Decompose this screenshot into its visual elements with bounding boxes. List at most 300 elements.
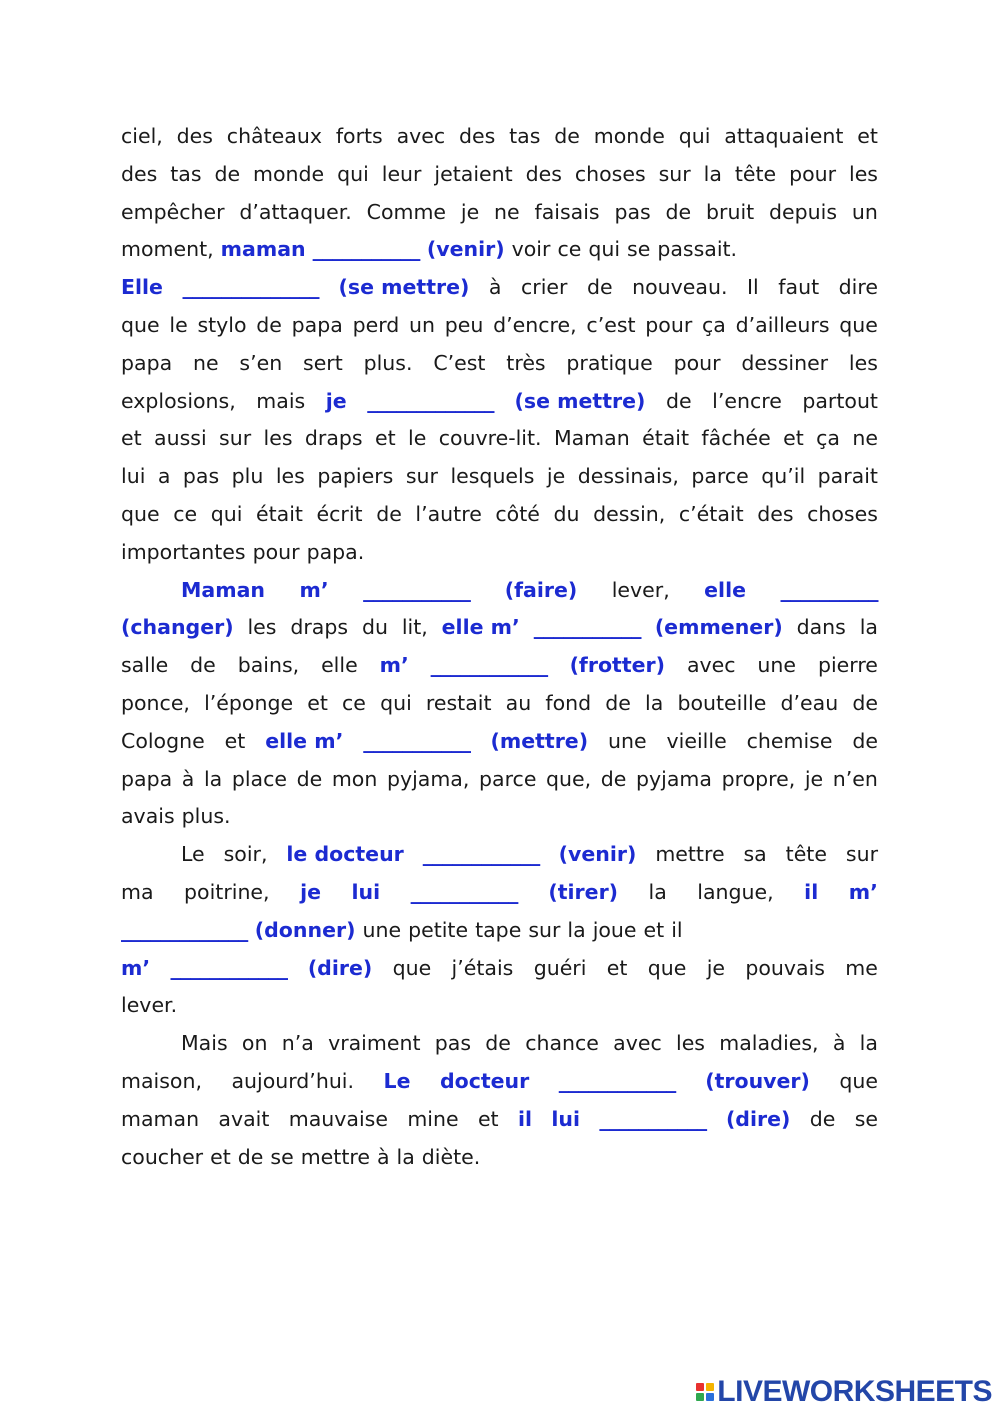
word: de <box>665 388 692 413</box>
text-line <box>121 798 878 836</box>
verb-prompt: (venir) <box>426 237 505 262</box>
word: de <box>600 766 627 791</box>
word: passait. <box>657 237 738 262</box>
word: ce <box>342 690 366 715</box>
verb-prompt: elle m’ <box>441 615 520 640</box>
text-line <box>121 194 878 232</box>
word: fond <box>545 690 592 715</box>
word: explosions, <box>121 388 236 413</box>
answer-blank[interactable]: _____________ <box>121 917 248 942</box>
word: et <box>224 728 246 753</box>
word: et <box>210 1144 231 1169</box>
word: lui <box>121 464 146 489</box>
verb-prompt: je <box>300 879 321 904</box>
word: monde <box>253 161 325 186</box>
word: on <box>241 1031 268 1056</box>
word: l’encre <box>712 388 782 413</box>
word: Cologne <box>121 728 205 753</box>
word: empêcher <box>121 199 225 224</box>
word: d’encre, <box>493 312 577 337</box>
word: choses <box>807 501 878 526</box>
verb-prompt: je <box>325 388 347 413</box>
word: sur <box>219 426 252 451</box>
word: les <box>849 161 878 186</box>
word: ciel, <box>121 124 163 148</box>
word: se <box>627 237 651 262</box>
word: au <box>505 690 532 715</box>
word: elle <box>321 653 358 678</box>
word: de <box>237 1144 264 1169</box>
brand-text: LIVEWORKSHEETS <box>717 1375 992 1408</box>
word: de <box>852 728 878 753</box>
word: pouvais <box>745 955 825 980</box>
verb-prompt: (changer) <box>121 615 234 640</box>
word: de <box>554 124 580 148</box>
word: était <box>256 501 303 526</box>
word: des <box>525 161 562 186</box>
word: de <box>296 766 323 791</box>
word: ce <box>173 501 198 526</box>
text-line <box>121 118 878 156</box>
text-line <box>121 874 878 912</box>
word: c’est <box>586 312 636 337</box>
word: qui <box>588 237 621 262</box>
word: lesquels <box>450 464 535 489</box>
word: pas <box>434 1031 472 1056</box>
word: diète. <box>421 1144 481 1169</box>
word: les <box>247 615 277 640</box>
text-line <box>121 761 878 799</box>
word: papa <box>121 766 173 791</box>
word: papa. <box>306 539 365 564</box>
word: partout <box>802 388 878 413</box>
answer-blank[interactable]: ____________ <box>430 653 548 678</box>
word: bains, <box>237 653 300 678</box>
word: qui <box>678 124 711 148</box>
word: et <box>121 426 142 451</box>
text-line <box>121 269 878 307</box>
word: guéri <box>533 955 587 980</box>
word: c’était <box>678 501 744 526</box>
word: lit, <box>401 615 428 640</box>
word: très <box>506 350 546 375</box>
text-line <box>121 345 878 383</box>
word: à <box>488 275 502 300</box>
word: côté <box>495 501 540 526</box>
logo-square-icon <box>696 1383 704 1391</box>
word: je <box>706 955 726 980</box>
word: et <box>783 426 804 451</box>
answer-blank[interactable]: ____________ <box>558 1068 676 1093</box>
word: faut <box>778 275 820 300</box>
word: tape <box>475 917 522 942</box>
word: peu <box>444 312 484 337</box>
verb-prompt: le docteur <box>286 842 404 867</box>
word: de <box>485 1031 511 1056</box>
word: et <box>857 124 878 148</box>
word: de <box>190 653 216 678</box>
word: s’en <box>239 350 283 375</box>
logo-square-icon <box>706 1383 714 1391</box>
word: tas <box>170 161 202 186</box>
answer-blank[interactable]: ____________ <box>422 842 540 867</box>
text-line <box>121 1063 878 1101</box>
word: sur <box>405 464 438 489</box>
word: pour <box>673 350 721 375</box>
text-line <box>121 647 878 685</box>
word: se <box>854 1106 878 1131</box>
verb-prompt: (faire) <box>504 577 578 602</box>
word: parce <box>691 464 749 489</box>
word: attaquaient <box>724 124 844 148</box>
word: sur <box>658 161 691 186</box>
word: écrit <box>316 501 363 526</box>
word: chance <box>525 1031 599 1056</box>
word: voir <box>511 237 551 262</box>
word: choses <box>574 161 646 186</box>
word: lever. <box>121 993 178 1018</box>
word: draps <box>304 426 363 451</box>
word: que <box>121 501 160 526</box>
word: langue, <box>697 879 774 904</box>
word: bruit <box>706 199 755 224</box>
verb-prompt: m’ <box>121 955 151 980</box>
word: soir, <box>223 842 268 867</box>
word: avais <box>121 804 175 829</box>
word: Mais <box>181 1031 228 1056</box>
text-line <box>121 685 878 723</box>
word: fâchée <box>701 426 771 451</box>
answer-blank[interactable]: ___________ <box>363 728 471 753</box>
text-line <box>121 420 878 458</box>
verb-prompt: Maman <box>181 577 266 602</box>
word: pas <box>614 199 651 224</box>
verb-prompt: il <box>517 1106 532 1131</box>
word: avec <box>396 124 446 148</box>
word: ne <box>852 426 878 451</box>
verb-prompt: elle m’ <box>265 728 344 753</box>
word: la <box>859 615 878 640</box>
text-line <box>121 496 878 534</box>
verb-prompt: (venir) <box>558 842 637 867</box>
word: j’étais <box>451 955 514 980</box>
word: des <box>176 124 213 148</box>
word: nouveau. <box>632 275 728 300</box>
word: place <box>231 766 287 791</box>
logo-square-icon <box>696 1393 704 1401</box>
word: une <box>608 728 647 753</box>
verb-prompt: Elle <box>121 275 163 300</box>
word: dessinais, <box>577 464 679 489</box>
word: la <box>567 917 586 942</box>
word: C’est <box>433 350 486 375</box>
word: l’éponge <box>204 690 294 715</box>
word: avec <box>613 1031 662 1056</box>
word: des <box>121 161 158 186</box>
word: maman <box>121 1106 200 1131</box>
verb-prompt: m’ <box>379 653 409 678</box>
word: papiers <box>317 464 394 489</box>
word: les <box>676 1031 705 1056</box>
word: de <box>852 690 878 715</box>
word: que <box>121 312 160 337</box>
verb-prompt: Le <box>383 1068 411 1093</box>
word: je <box>546 464 566 489</box>
word: et <box>307 690 328 715</box>
word: de <box>809 1106 836 1131</box>
text-line <box>121 912 878 950</box>
word: et <box>477 1106 499 1131</box>
word: de <box>605 690 631 715</box>
verb-prompt: maman <box>220 237 306 262</box>
text-line <box>121 1101 878 1139</box>
word: à <box>376 1144 390 1169</box>
text-line <box>121 307 878 345</box>
word: chemise <box>746 728 833 753</box>
word: d’attaquer. <box>239 199 352 224</box>
answer-blank[interactable]: ____________ <box>170 955 288 980</box>
word: tas <box>509 124 541 148</box>
word: ça <box>702 312 726 337</box>
verb-prompt: (mettre) <box>490 728 589 753</box>
word: n’a <box>281 1031 314 1056</box>
word: je <box>804 766 824 791</box>
verb-prompt: il <box>804 879 819 904</box>
word: et <box>374 426 396 451</box>
word: dessiner <box>741 350 829 375</box>
word: n’en <box>832 766 878 791</box>
word: de <box>376 501 402 526</box>
word: que, <box>546 766 592 791</box>
verb-prompt: (tirer) <box>548 879 619 904</box>
verb-prompt: (emmener) <box>654 615 783 640</box>
word: sert <box>303 350 343 375</box>
word: la <box>648 879 667 904</box>
logo-square-icon <box>706 1393 714 1401</box>
word: tête <box>785 842 827 867</box>
word: coucher <box>121 1144 204 1169</box>
answer-blank[interactable]: _____________ <box>367 388 494 413</box>
word: et <box>643 917 665 942</box>
word: châteaux <box>226 124 322 148</box>
verb-prompt: (trouver) <box>705 1068 810 1093</box>
verb-prompt: elle <box>704 577 747 602</box>
worksheet-text <box>121 118 878 1176</box>
text-line <box>121 156 878 194</box>
word: ça <box>816 426 840 451</box>
word: mine <box>407 1106 459 1131</box>
word: était <box>642 426 690 451</box>
word: Maman <box>553 426 630 451</box>
answer-blank[interactable]: __________ <box>780 577 878 602</box>
text-line <box>121 1139 878 1177</box>
word: un <box>851 199 878 224</box>
word: mais <box>256 388 306 413</box>
word: monde <box>593 124 665 148</box>
word: une <box>757 653 797 678</box>
word: pierre <box>817 653 878 678</box>
word: joue <box>592 917 637 942</box>
word: de <box>665 199 692 224</box>
word: vraiment <box>328 1031 421 1056</box>
word: vieille <box>666 728 727 753</box>
word: que <box>392 955 432 980</box>
text-line <box>121 836 878 874</box>
logo-squares-icon <box>696 1383 714 1401</box>
word: aussi <box>154 426 207 451</box>
word: restait <box>425 690 492 715</box>
verb-prompt: m’ <box>848 879 878 904</box>
word: faisais <box>534 199 600 224</box>
word: pour <box>789 161 837 186</box>
word: Comme <box>366 199 447 224</box>
word: parce <box>479 766 537 791</box>
word: perd <box>352 312 400 337</box>
word: aujourd’hui. <box>231 1068 355 1093</box>
answer-blank[interactable]: ___________ <box>599 1106 707 1131</box>
verb-prompt: lui <box>351 879 381 904</box>
text-line <box>121 231 878 269</box>
answer-blank[interactable]: ___________ <box>410 879 518 904</box>
word: ce <box>557 237 582 262</box>
word: d’ailleurs <box>735 312 830 337</box>
word: il <box>671 917 683 942</box>
text-line <box>121 458 878 496</box>
word: qui <box>337 161 369 186</box>
word: pour <box>252 539 300 564</box>
verb-prompt: (dire) <box>307 955 373 980</box>
verb-prompt: (dire) <box>725 1106 791 1131</box>
word: de <box>256 312 282 337</box>
text-line <box>121 950 878 988</box>
word: un <box>409 312 436 337</box>
verb-prompt: m’ <box>299 577 329 602</box>
word: qu’il <box>761 464 806 489</box>
word: l’autre <box>415 501 482 526</box>
word: que <box>839 312 878 337</box>
word: salle <box>121 653 169 678</box>
word: lever, <box>611 577 670 602</box>
word: importantes <box>121 539 246 564</box>
word: à <box>832 1031 846 1056</box>
word: parait <box>817 464 878 489</box>
word: plus. <box>181 804 231 829</box>
word: dire <box>838 275 878 300</box>
word: depuis <box>769 199 838 224</box>
word: tête <box>734 161 777 186</box>
verb-prompt: docteur <box>439 1068 530 1093</box>
word: le <box>408 426 427 451</box>
word: des <box>757 501 794 526</box>
text-line <box>121 1025 878 1063</box>
word: et <box>606 955 628 980</box>
word: les <box>263 426 293 451</box>
word: pyjama, <box>386 766 470 791</box>
word: sa <box>743 842 767 867</box>
word: leur <box>381 161 422 186</box>
word: de <box>214 161 241 186</box>
word: dans <box>796 615 846 640</box>
word: la <box>396 1144 415 1169</box>
word: papa <box>291 312 343 337</box>
word: les <box>275 464 305 489</box>
word: le <box>169 312 188 337</box>
word: moment, <box>121 237 214 262</box>
word: bouteille <box>677 690 767 715</box>
word: draps <box>290 615 349 640</box>
word: ponce, <box>121 690 190 715</box>
word: a <box>157 464 171 489</box>
word: poitrine, <box>184 879 270 904</box>
text-line <box>121 383 878 421</box>
answer-blank[interactable]: ___________ <box>363 577 471 602</box>
word: sur <box>845 842 878 867</box>
word: que <box>647 955 687 980</box>
text-line <box>121 572 878 610</box>
word: mauvaise <box>288 1106 388 1131</box>
verb-prompt: (donner) <box>254 917 356 942</box>
word: des <box>458 124 496 148</box>
liveworksheets-logo[interactable] <box>696 1377 992 1407</box>
verb-prompt: lui <box>551 1106 580 1131</box>
verb-prompt: (se mettre) <box>338 275 470 300</box>
word: me <box>845 955 878 980</box>
word: couvre-lit. <box>438 426 542 451</box>
word: mettre <box>655 842 725 867</box>
word: du <box>361 615 388 640</box>
word: les <box>848 350 878 375</box>
word: forts <box>335 124 383 148</box>
word: la <box>859 1031 878 1056</box>
answer-blank[interactable]: ___________ <box>533 615 641 640</box>
word: maison, <box>121 1068 202 1093</box>
word: propre, <box>721 766 796 791</box>
word: pratique <box>566 350 653 375</box>
word: la <box>203 766 223 791</box>
answer-blank[interactable]: ___________ <box>312 237 420 262</box>
word: la <box>703 161 722 186</box>
word: plus. <box>363 350 413 375</box>
word: sur <box>528 917 561 942</box>
word: Le <box>181 842 205 867</box>
word: jetaient <box>434 161 513 186</box>
word: ne <box>494 199 520 224</box>
word: de <box>586 275 613 300</box>
word: je <box>460 199 480 224</box>
verb-prompt: (frotter) <box>569 653 666 678</box>
text-line <box>121 609 878 647</box>
word: Il <box>747 275 759 300</box>
word: maladies, <box>719 1031 819 1056</box>
word: une <box>362 917 402 942</box>
word: pyjama <box>636 766 712 791</box>
word: pas <box>182 464 220 489</box>
word: que <box>839 1068 878 1093</box>
text-line <box>121 723 878 761</box>
word: pour <box>645 312 693 337</box>
verb-prompt: (se mettre) <box>514 388 646 413</box>
word: d’eau <box>780 690 839 715</box>
answer-blank[interactable]: ______________ <box>182 275 319 300</box>
word: la <box>645 690 664 715</box>
word: avec <box>686 653 736 678</box>
word: ma <box>121 879 154 904</box>
word: qui <box>210 501 243 526</box>
text-line <box>121 987 878 1025</box>
word: petite <box>408 917 469 942</box>
word: avait <box>218 1106 270 1131</box>
word: du <box>553 501 580 526</box>
